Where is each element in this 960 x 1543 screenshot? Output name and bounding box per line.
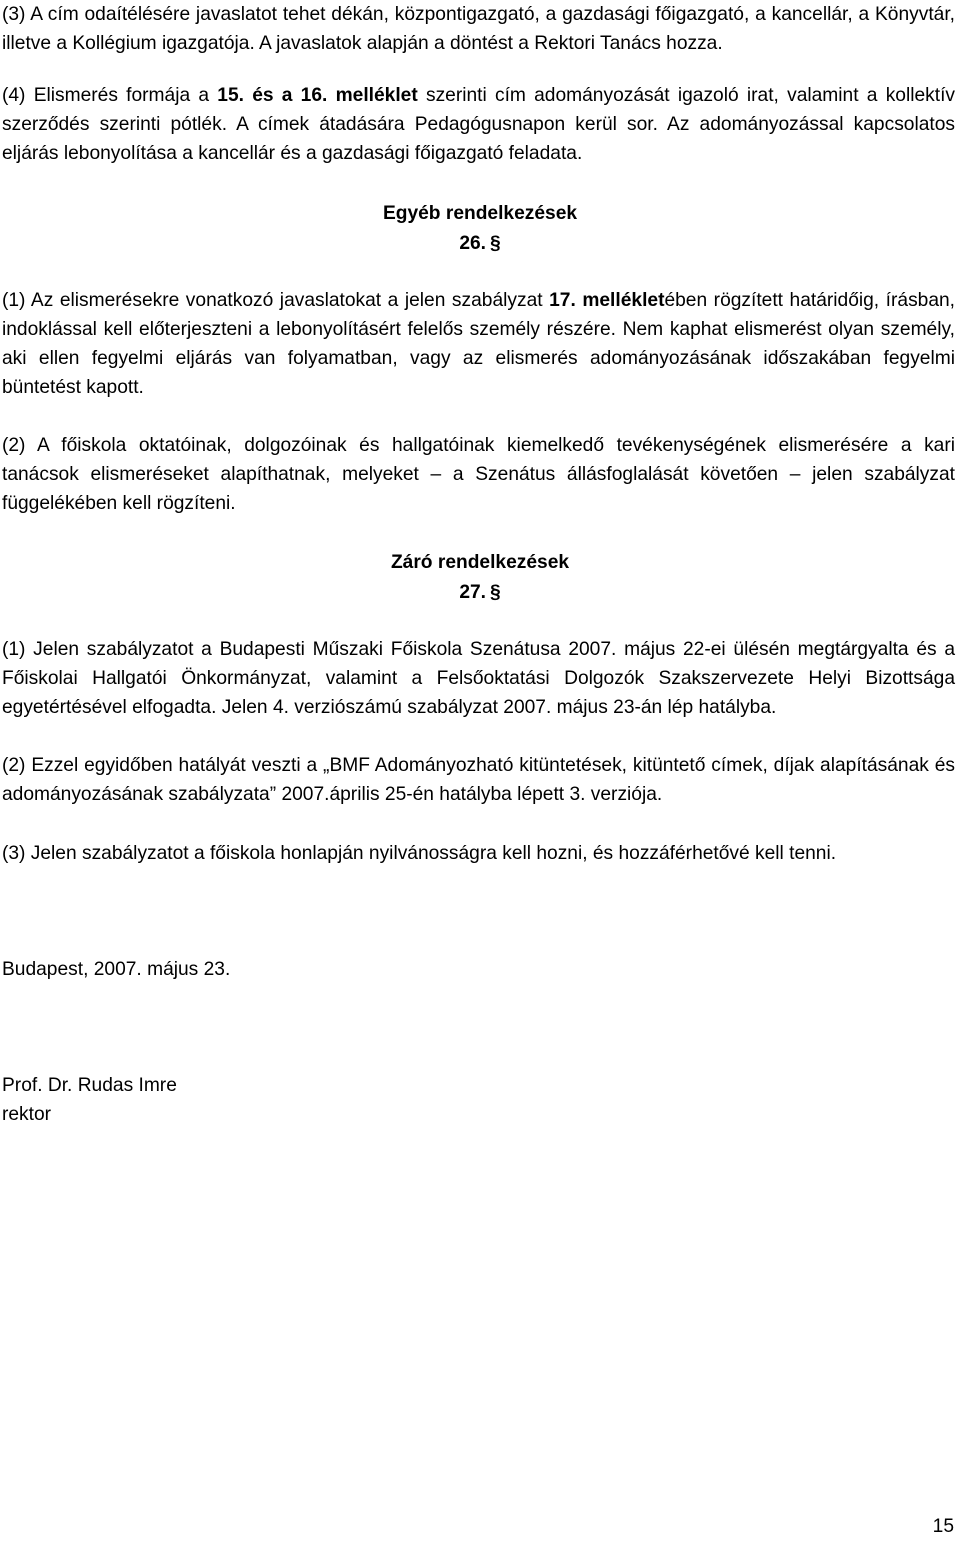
paragraph-26-1-lead: (1) Az elismerésekre vonatkozó javaslatokat a jelen szabályzat: [2, 290, 550, 311]
section-number-26: [0, 229, 960, 258]
section-number: 26.: [459, 233, 486, 254]
paragraph-26-1-rest: ében rögzített határidőig, írásban, indoklással kell előterjeszteni a lebonyolításért felelős személy részére. Nem kaphat elismerést olyan személy, aki ellen fegyelmi eljárás van folyamatban, vagy az elismerés adományozásának időszakában fegyelmi büntetést kapott.: [2, 290, 956, 398]
section-number-27: [0, 578, 960, 607]
paragraph-4-lead: (4) Elismerés formája a: [2, 85, 218, 106]
paragraph-4-annex-ref: 15. és a 16. melléklet: [217, 85, 418, 106]
paragraph-27-2: (2) Ezzel egyidőben hatályát veszti a „BMF Adományozható kitüntetések, kitüntető címek, díjak alapításának és adományozásának szabályzata” 2007.április 25-én hatályba lépett 3. verziója.: [2, 755, 955, 805]
paragraph-26-1-annex-ref: 17. melléklet: [549, 290, 665, 311]
paragraph-27-3: (3) Jelen szabályzatot a főiskola honlapján nyilvánosságra kell hozni, és hozzáférhetővé kell tenni.: [2, 843, 837, 864]
section-heading-zaro: Záró rendelkezések: [390, 552, 570, 573]
page-number: 15: [932, 1516, 954, 1537]
section-number: 27.: [459, 582, 486, 603]
paragraph-4-rest: szerinti cím adományozását igazoló irat, valamint a kollektív szerződés szerinti pótlék. A címek átadására Pedagógusnapon kerül sor. Az adományozással kapcsolatos eljárás lebonyolítása a kancellár és a gazdasági főigazgató feladata.: [2, 85, 956, 164]
paragraph-3: (3) A cím odaítélésére javaslatot tehet dékán, központigazgató, a gazdasági főigazgató, a kancellár, a Könyvtár, illetve a Kollégium igazgatója. A javaslatok alapján a döntést a Rektori Tanács hozza.: [2, 4, 955, 54]
paragraph-26-2: (2) A főiskola oktatóinak, dolgozóinak és hallgatóinak kiemelkedő tevékenységének elismerésére a kari tanácsok elismeréseket alapíthatnak, melyeket – a Szenátus állásfoglalását követően – jelen szabályzat függelékében kell rögzíteni.: [2, 435, 955, 514]
section-heading-egyeb: Egyéb rendelkezések: [382, 203, 578, 224]
paragraph-mark: §: [490, 582, 501, 603]
signatory-title: rektor: [2, 1104, 52, 1125]
paragraph-mark: §: [490, 233, 501, 254]
signatory-name: Prof. Dr. Rudas Imre: [2, 1075, 177, 1096]
paragraph-4: [2, 81, 955, 168]
paragraph-26-1: [2, 286, 955, 402]
place-date: Budapest, 2007. május 23.: [2, 959, 231, 980]
paragraph-27-1: (1) Jelen szabályzatot a Budapesti Műszaki Főiskola Szenátusa 2007. május 22-ei ülésén megtárgyalta és a Főiskolai Hallgatói Önkormányzat, valamint a Felsőoktatási Dolgozók Szakszervezete Helyi Bizottsága egyetértésével elfogadta. Jelen 4. verziószámú szabályzat 2007. május 23-án lép hatályba.: [2, 639, 955, 718]
